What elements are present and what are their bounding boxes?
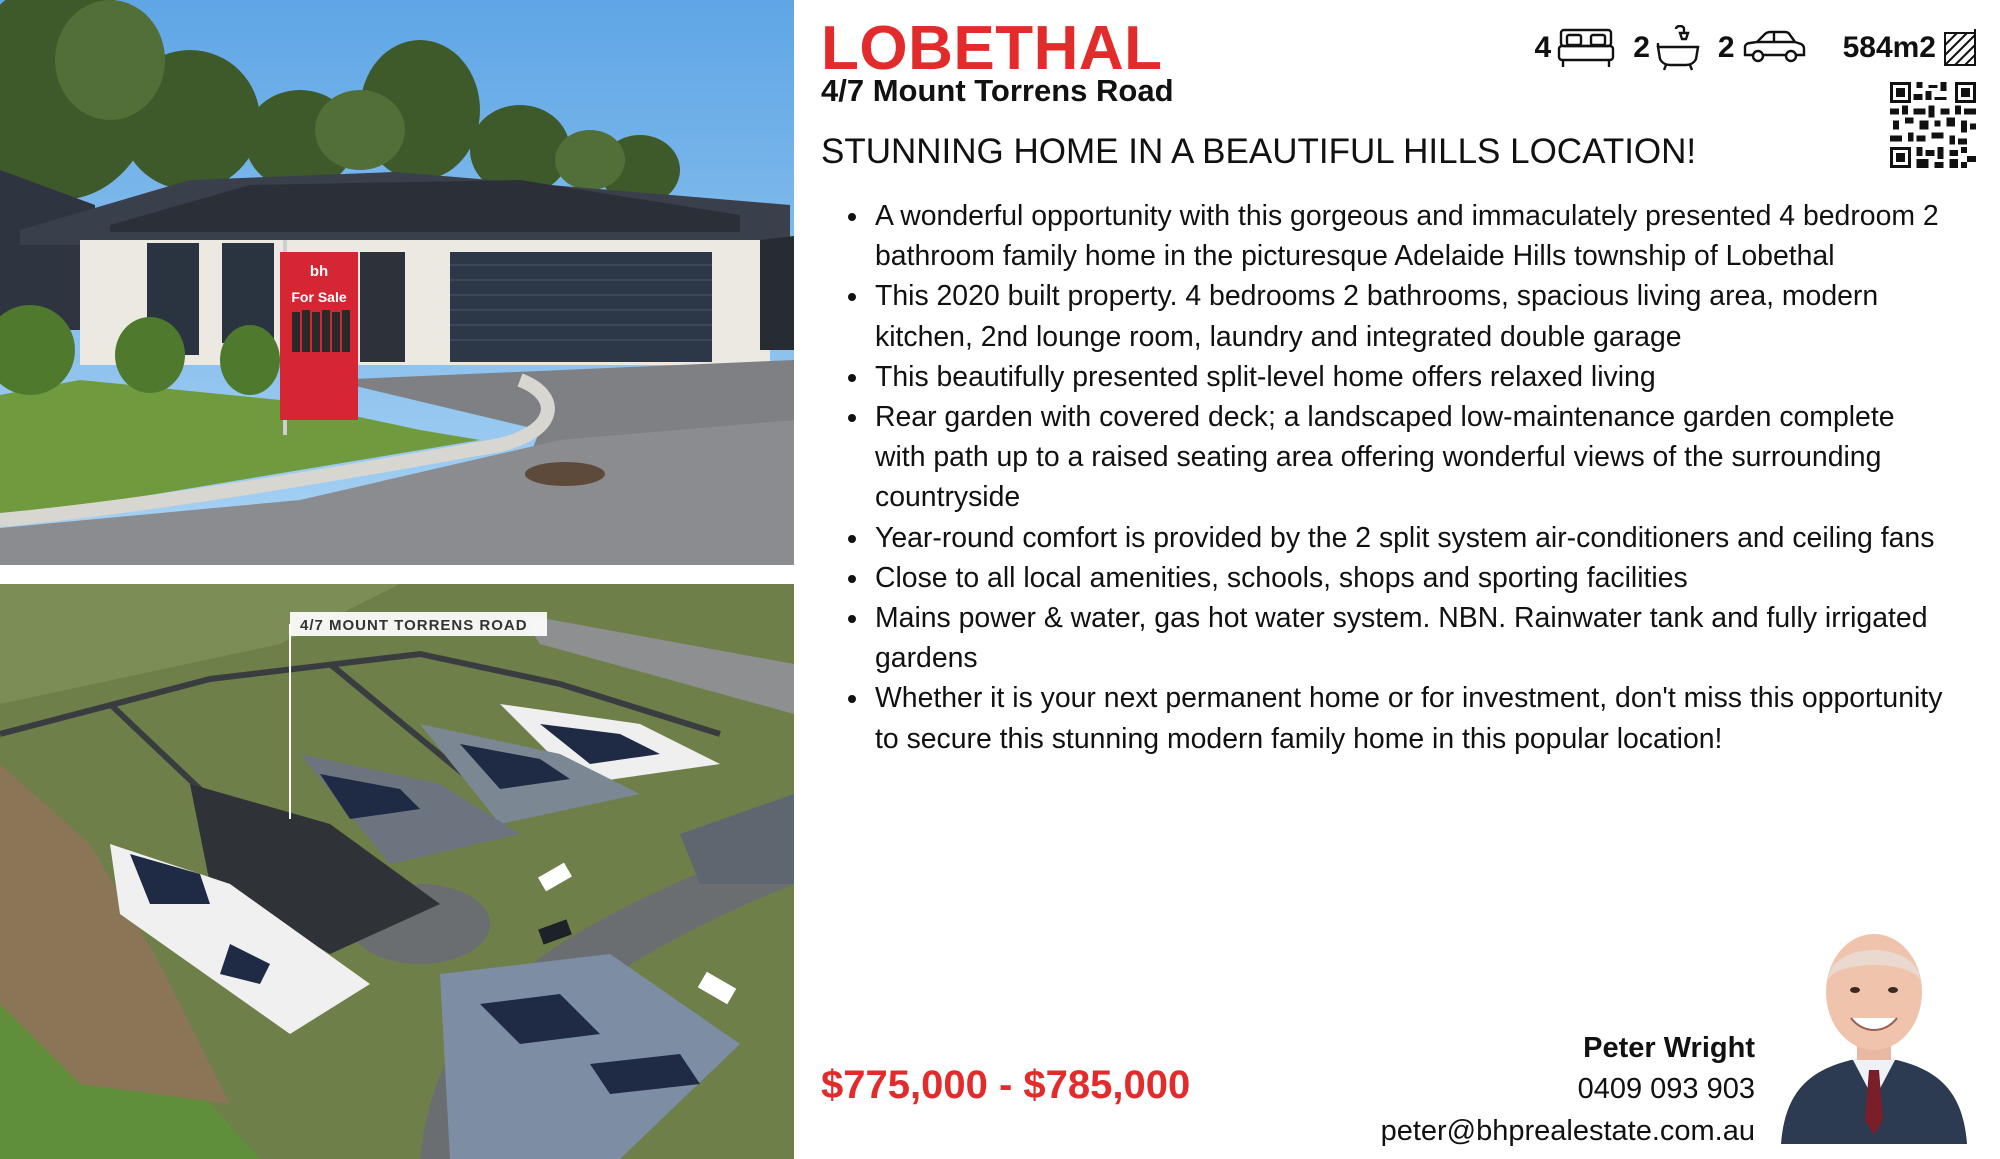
property-features: [1517, 24, 1978, 72]
list-item: • This beautifully presented split-level home offers relaxed living: [871, 357, 1946, 397]
list-item: • A wonderful opportunity with this gorgeous and immaculately presented 4 bedroom 2 bathroom family home in the picturesque Adelaide Hills township of Lobethal: [871, 196, 1946, 276]
carspaces-count: 2: [1717, 31, 1735, 64]
suburb-title: LOBETHAL: [821, 14, 1163, 83]
price-range: $775,000 - $785,000: [821, 1063, 1191, 1107]
bed-icon: [1557, 26, 1615, 70]
aerial-photo: [0, 584, 794, 1159]
land-size-value: 584m2: [1842, 31, 1936, 64]
qr-code[interactable]: [1890, 82, 1976, 168]
carspaces-feature: [1718, 29, 1807, 67]
land-area-icon: [1942, 28, 1978, 68]
feature-list: [841, 196, 1946, 759]
list-item: • This 2020 built property. 4 bedrooms 2 bathrooms, spacious living area, modern kitchen, 2nd lounge room, laundry and integrated double garage: [871, 276, 1946, 356]
aerial-address-label: 4/7 MOUNT TORRENS ROAD: [300, 617, 528, 634]
listing-headline: STUNNING HOME IN A BEAUTIFUL HILLS LOCATION!: [821, 132, 1697, 171]
list-item: • Mains power & water, gas hot water system. NBN. Rainwater tank and fully irrigated gardens: [871, 598, 1946, 678]
agent-email[interactable]: peter@bhprealestate.com.au: [1380, 1115, 1755, 1147]
list-item: • Rear garden with covered deck; a landscaped low-maintenance garden complete with path up to a raised seating area offering wonderful views of the surrounding countryside: [871, 397, 1946, 518]
agent-contact: [1381, 1028, 1755, 1152]
agent-phone[interactable]: 0409 093 903: [1577, 1073, 1755, 1105]
agent-name: Peter Wright: [1583, 1032, 1755, 1064]
house-front-photo: [0, 0, 794, 565]
bathrooms-count: 2: [1633, 31, 1650, 64]
car-icon: [1741, 29, 1807, 67]
list-item: • Close to all local amenities, schools, shops and sporting facilities: [871, 558, 1946, 598]
bathrooms-feature: [1633, 25, 1700, 71]
bedrooms-feature: [1535, 26, 1616, 70]
bedrooms-count: 4: [1534, 31, 1552, 64]
bath-icon: [1656, 25, 1700, 71]
list-item: • Whether it is your next permanent home or for investment, don't miss this opportunity to secure this stunning modern family home in this popular location!: [871, 678, 1946, 758]
agent-photo: [1771, 920, 1977, 1144]
sign-text: For Sale: [291, 289, 347, 305]
list-item: • Year-round comfort is provided by the 2 split system air-conditioners and ceiling fans: [871, 518, 1946, 558]
property-address: 4/7 Mount Torrens Road: [821, 73, 1174, 108]
land-size-feature: [1843, 28, 1978, 68]
sign-brand: bh: [309, 263, 329, 280]
